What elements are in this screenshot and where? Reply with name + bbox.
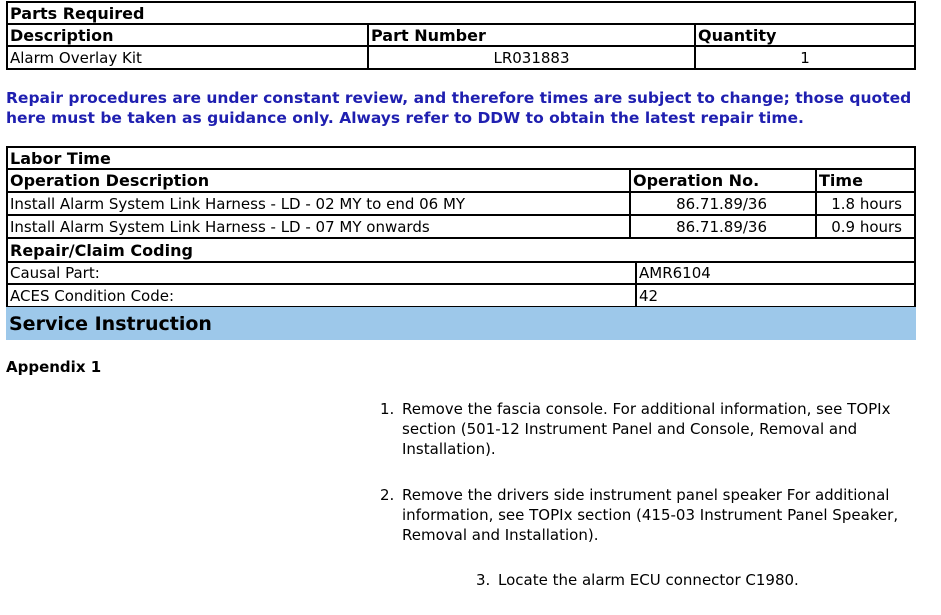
- labor-description: Install Alarm System Link Harness - LD - 02 MY to end 06 MY: [8, 193, 631, 214]
- part-number: LR031883: [369, 47, 696, 68]
- step-line: Remove the drivers side instrument panel speaker For additional: [402, 486, 890, 504]
- table-row: [8, 285, 914, 306]
- parts-title-row: [8, 3, 914, 25]
- parts-title: Parts Required: [10, 3, 145, 23]
- parts-header-description: Description: [8, 25, 369, 45]
- part-description: Alarm Overlay Kit: [8, 47, 369, 68]
- parts-header-quantity: Quantity: [698, 25, 777, 45]
- labor-operation-no: 86.71.89/36: [631, 193, 817, 214]
- labor-time: 0.9 hours: [831, 217, 902, 236]
- coding-value: AMR6104: [639, 264, 711, 282]
- table-row: [8, 193, 914, 216]
- coding-label: ACES Condition Code:: [8, 285, 637, 306]
- labor-description: Install Alarm System Link Harness - LD - 07 MY onwards: [8, 216, 631, 237]
- labor-table: [6, 146, 916, 239]
- coding-label: Causal Part:: [8, 263, 637, 283]
- table-row: [8, 263, 914, 285]
- step-line: section (501-12 Instrument Panel and Console, Removal and: [402, 420, 858, 438]
- step-text: [402, 399, 890, 459]
- list-item: [380, 399, 920, 461]
- labor-header-operation-no: Operation No.: [631, 170, 817, 191]
- table-row: [8, 216, 914, 237]
- step-line: Remove the fascia console. For additional information, see TOPIx: [402, 400, 891, 418]
- list-item: [380, 485, 920, 547]
- labor-header-description: Operation Description: [8, 170, 631, 191]
- parts-header-row: [8, 25, 914, 47]
- step-line: Installation).: [402, 440, 496, 458]
- step-line: Removal and Installation).: [402, 526, 599, 544]
- repair-time-notice: Repair procedures are under constant review, and therefore times are subject to change; those quoted here must be taken as guidance only. Always refer to DDW to obtain the latest repair time.: [6, 89, 912, 127]
- parts-table: [6, 1, 916, 70]
- step-number: 3.: [476, 571, 491, 589]
- appendix-label: Appendix 1: [6, 358, 102, 376]
- parts-header-part-number: Part Number: [369, 25, 696, 45]
- labor-operation-no: 86.71.89/36: [631, 216, 817, 237]
- part-quantity: 1: [800, 48, 810, 67]
- list-item: [476, 570, 916, 592]
- step-number: 2.: [380, 486, 395, 504]
- labor-header-row: [8, 170, 914, 193]
- labor-title: Labor Time: [10, 148, 111, 168]
- service-instruction-header: Service Instruction: [6, 307, 916, 340]
- step-line: Locate the alarm ECU connector C1980.: [498, 571, 799, 589]
- labor-header-time: Time: [819, 171, 863, 190]
- coding-value: 42: [639, 286, 659, 305]
- coding-table: [6, 263, 916, 308]
- coding-title-box: [6, 239, 916, 263]
- labor-time: 1.8 hours: [831, 194, 902, 213]
- labor-title-row: [8, 148, 914, 170]
- step-number: 1.: [380, 400, 395, 418]
- step-text: [498, 570, 799, 590]
- step-line: information, see TOPIx section (415-03 Instrument Panel Speaker,: [402, 506, 899, 524]
- coding-title: Repair/Claim Coding: [10, 240, 193, 260]
- step-text: [402, 485, 898, 545]
- table-row: [8, 47, 914, 68]
